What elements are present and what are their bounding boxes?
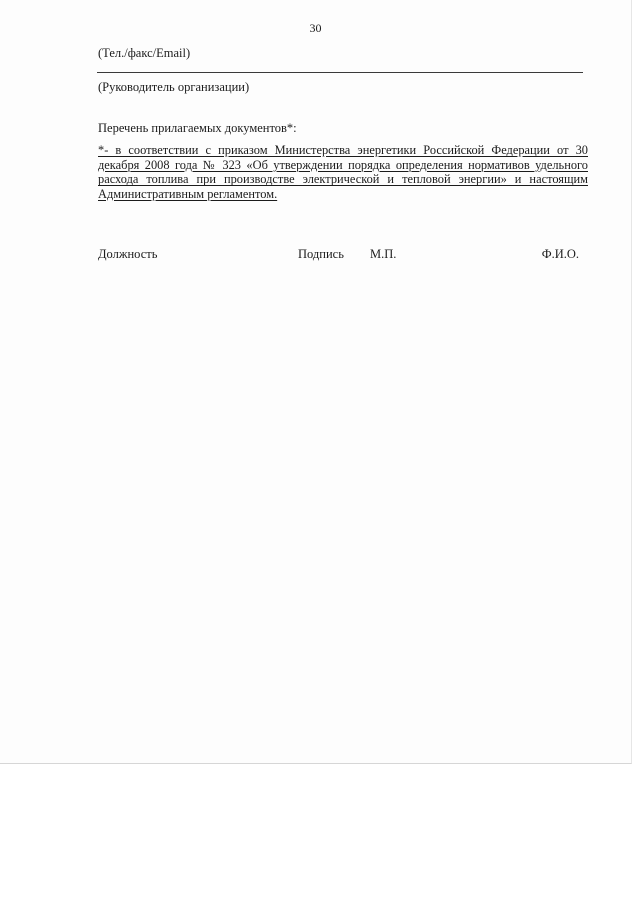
- seal-label: М.П.: [370, 247, 397, 261]
- page-number: 30: [309, 21, 322, 35]
- blank-area: [0, 765, 640, 905]
- signature-position-label: Должность: [98, 247, 158, 261]
- contact-caption: (Тел./факс/Email): [98, 46, 191, 60]
- documents-heading: Перечень прилагаемых документов*:: [98, 121, 297, 135]
- footnote: *- в соответствии с приказом Министерства энергетики Российской Федерации от 30 декабря 2008 года № 323 «Об утверждении порядка определения нормативов удельного расхода топлива при производстве электрической и тепловой энергии» и настоящим Административным регламентом.: [98, 143, 588, 201]
- signature-line: [97, 72, 583, 73]
- full-name-label: Ф.И.О.: [541, 247, 579, 261]
- head-caption: (Руководитель организации): [98, 80, 250, 94]
- signature-label: Подпись: [298, 247, 344, 261]
